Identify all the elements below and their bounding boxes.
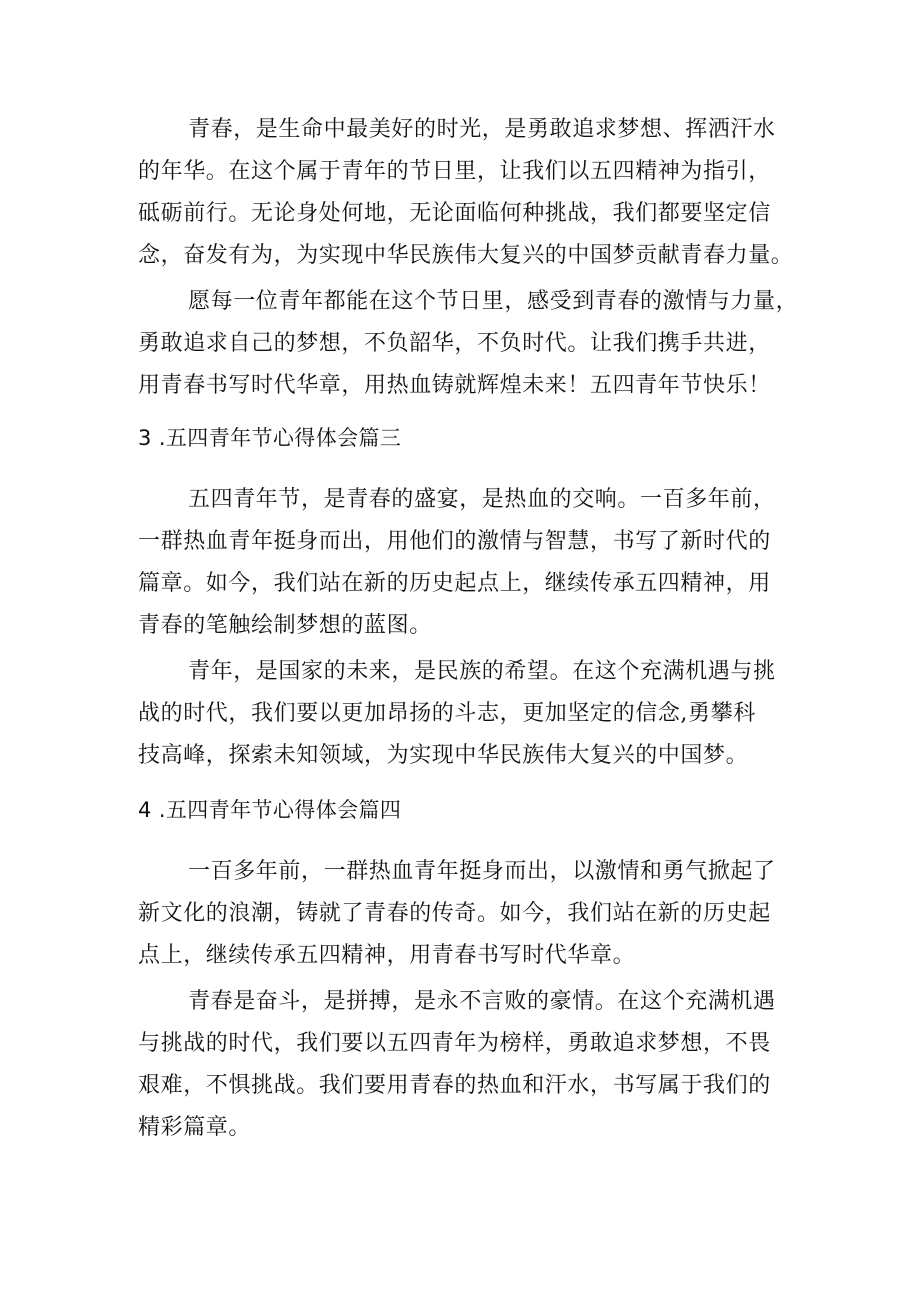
paragraph-line: 青春，是生命中最美好的时光，是勇敢追求梦想、挥洒汗水 <box>188 117 776 142</box>
paragraph-line: 新文化的浪潮，铸就了青春的传奇。如今，我们站在新的历史起 <box>138 901 771 926</box>
paragraph-line: 愿每一位青年都能在这个节日里，感受到青春的激情与力量， <box>188 289 799 314</box>
section-heading: 4 .五四青年节心得体会篇四 <box>138 798 402 822</box>
paragraph-line: 战的时代，我们要以更加昂扬的斗志，更加坚定的信念,勇攀科 <box>138 701 756 726</box>
paragraph-line: 一百多年前，一群热血青年挺身而出，以激情和勇气掀起了 <box>188 859 776 884</box>
paragraph-line: 点上，继续传承五四精神，用青春书写时代华章。 <box>138 943 636 968</box>
paragraph-line: 用青春书写时代华章，用热血铸就辉煌未来！五四青年节快乐！ <box>138 373 771 398</box>
paragraph-line: 砥砺前行。无论身处何地，无论面临何种挑战，我们都要坚定信 <box>138 201 771 226</box>
paragraph-line: 念，奋发有为，为实现中华民族伟大复兴的中国梦贡献青春力量。 <box>138 243 794 268</box>
paragraph-line: 青春的笔触绘制梦想的蓝图。 <box>138 613 432 638</box>
paragraph-line: 青春是奋斗，是拼搏，是永不言败的豪情。在这个充满机遇 <box>188 989 776 1014</box>
paragraph-line: 技高峰，探索未知领域，为实现中华民族伟大复兴的中国梦。 <box>138 743 749 768</box>
paragraph-line: 勇敢追求自己的梦想，不负韶华，不负时代。让我们携手共进， <box>138 331 771 356</box>
paragraph-line: 的年华。在这个属于青年的节日里，让我们以五四精神为指引， <box>138 159 771 184</box>
paragraph-line: 与挑战的时代，我们要以五四青年为榜样，勇敢追求梦想，不畏 <box>138 1031 771 1056</box>
paragraph-line: 精彩篇章。 <box>138 1115 252 1140</box>
section-heading: 3 .五四青年节心得体会篇三 <box>138 426 402 450</box>
paragraph-line: 一群热血青年挺身而出，用他们的激情与智慧，书写了新时代的 <box>138 529 771 554</box>
paragraph-line: 艰难，不惧挑战。我们要用青春的热血和汗水，书写属于我们的 <box>138 1073 771 1098</box>
paragraph-line: 五四青年节，是青春的盛宴，是热血的交响。一百多年前， <box>188 487 776 512</box>
paragraph-line: 青年，是国家的未来，是民族的希望。在这个充满机遇与挑 <box>188 659 776 684</box>
paragraph-line: 篇章。如今，我们站在新的历史起点上，继续传承五四精神，用 <box>138 571 771 596</box>
